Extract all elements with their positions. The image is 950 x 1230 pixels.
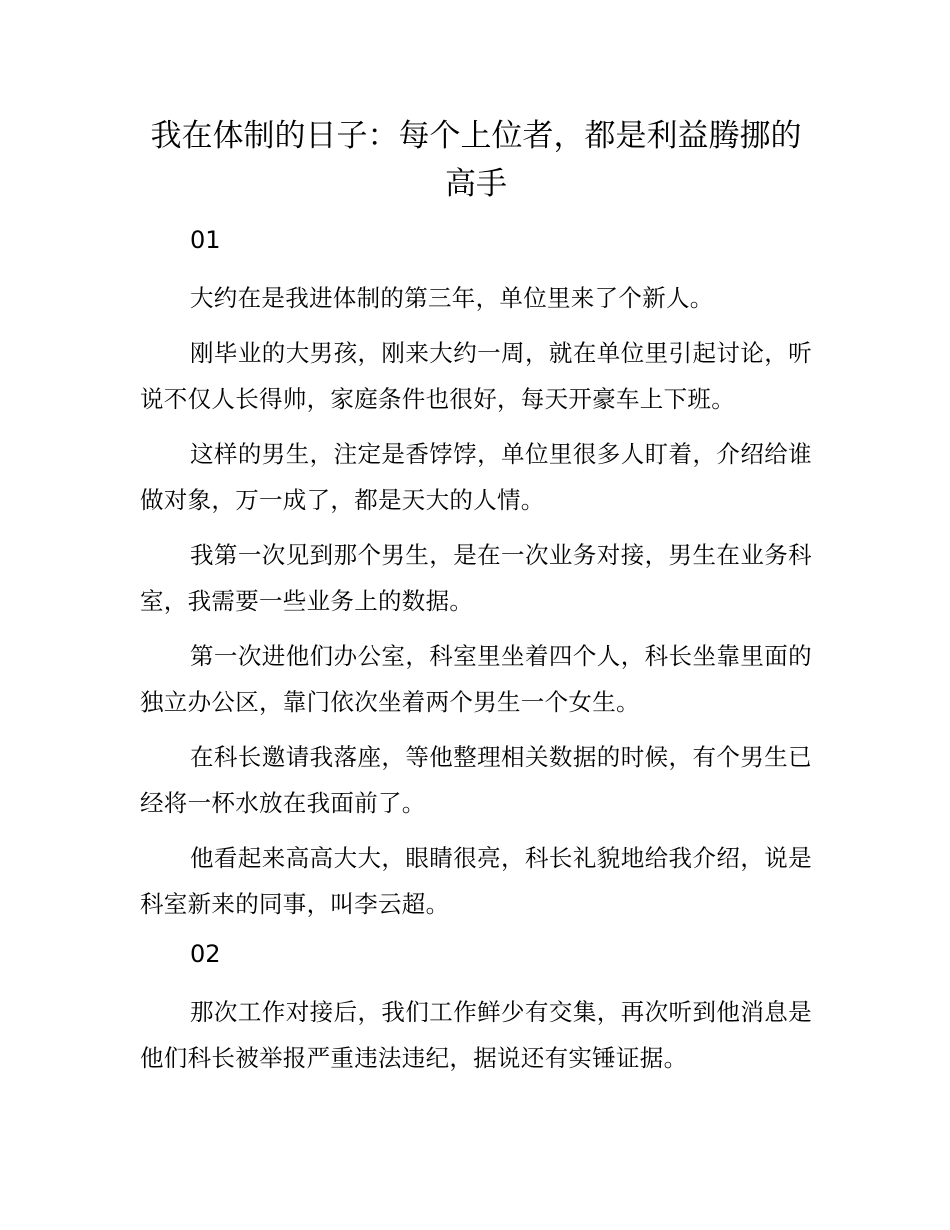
document-page — [140, 112, 812, 1090]
paragraph: 刚毕业的大男孩，刚来大约一周，就在单位里引起讨论，听说不仅人长得帅，家庭条件也很好，每天开豪车上下班。 — [140, 339, 812, 413]
document-title: 我在体制的日子：每个上位者，都是利益腾挪的高手 — [150, 118, 802, 202]
paragraph: 他看起来高高大大，眼睛很亮，科长礼貌地给我介绍，说是科室新来的同事，叫李云超。 — [140, 844, 812, 918]
paragraph: 大约在是我进体制的第三年，单位里来了个新人。 — [190, 284, 714, 312]
paragraph: 在科长邀请我落座，等他整理相关数据的时候，有个男生已经将一杯水放在我面前了。 — [140, 743, 812, 817]
section-number: 02 — [190, 940, 221, 968]
paragraph: 那次工作对接后，我们工作鲜少有交集，再次听到他消息是他们科长被举报严重违法违纪，据说还有实锤证据。 — [140, 998, 812, 1072]
paragraph: 我第一次见到那个男生，是在一次业务对接，男生在业务科室，我需要一些业务上的数据。 — [140, 541, 812, 615]
paragraph: 第一次进他们办公室，科室里坐着四个人，科长坐靠里面的独立办公区，靠门依次坐着两个男生一个女生。 — [140, 642, 812, 716]
paragraph: 这样的男生，注定是香饽饽，单位里很多人盯着，介绍给谁做对象，万一成了，都是天大的人情。 — [140, 440, 812, 514]
section-number: 01 — [190, 226, 221, 254]
